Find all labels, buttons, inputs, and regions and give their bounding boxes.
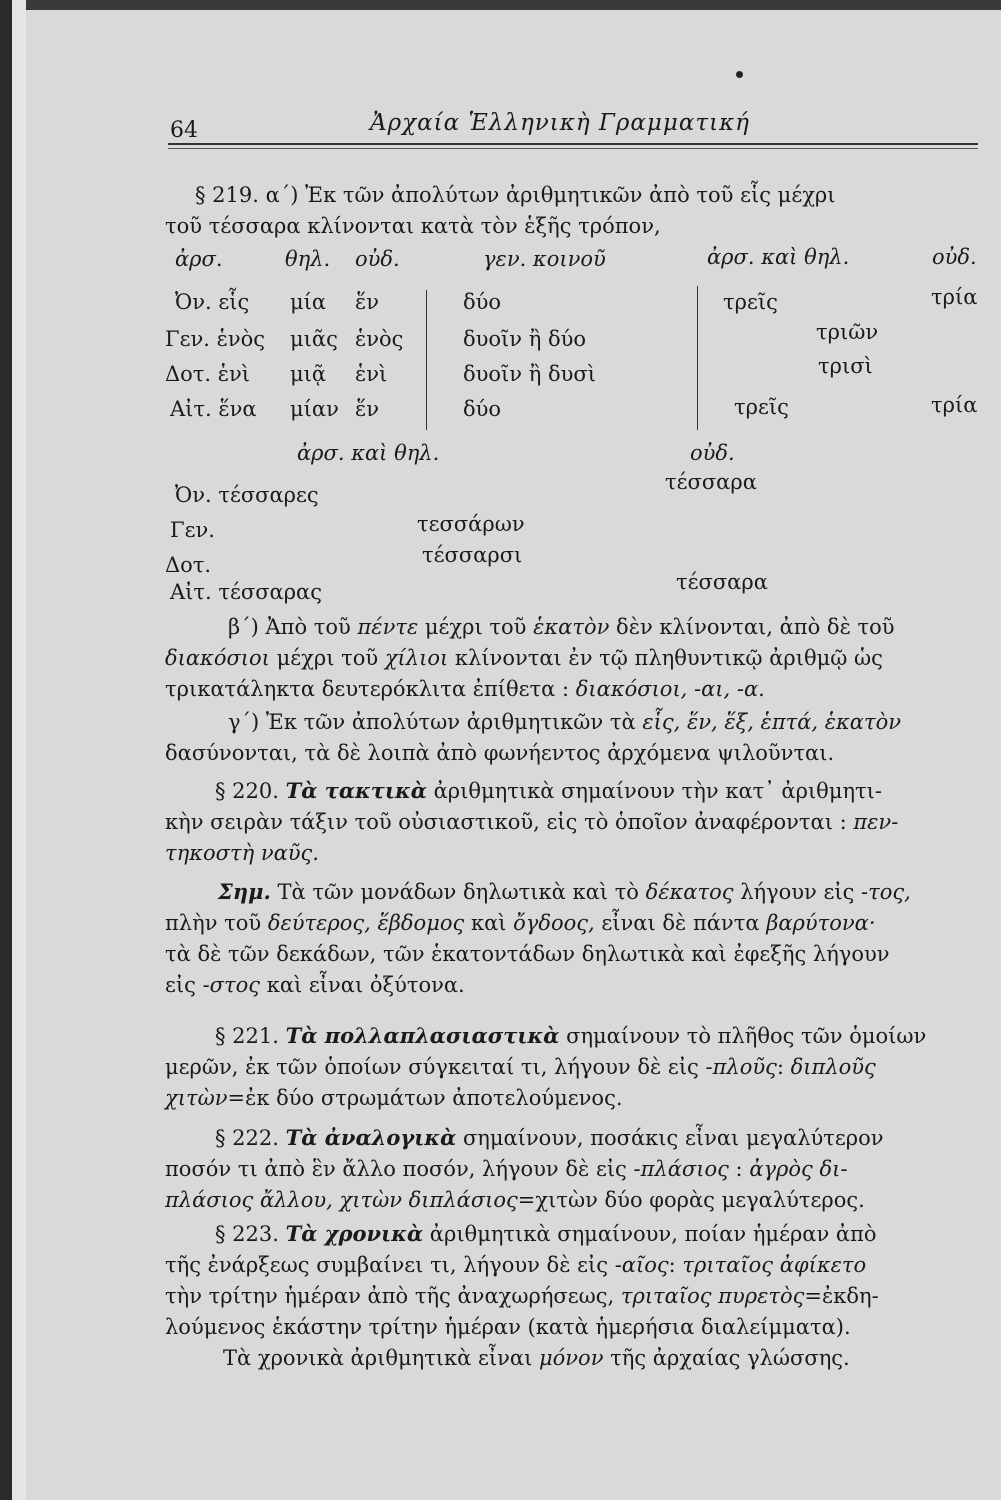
table-cell: τεσσάρων [417, 512, 525, 536]
table-cell: δυοῖν ἢ δυσὶ [463, 362, 596, 386]
italic-run: -τος, [861, 880, 911, 904]
text-line [165, 807, 980, 838]
table-cell: δύο [463, 397, 502, 421]
bold-term: Τὰ χρονικὰ [285, 1221, 424, 1246]
table-cell: τέσσαρα [676, 570, 768, 594]
text-run: μέχρι τοῦ [269, 646, 385, 670]
text-run: καὶ [464, 911, 514, 935]
text-line: § 219. α΄) Ἐκ τῶν ἀπολύτων ἀριθμητικῶν ἀπὸ τοῦ εἷς μέχρι [195, 183, 836, 207]
italic-run: -πλάσιος [633, 1157, 729, 1181]
text-run: Τὰ τῶν μονάδων δηλωτικὰ καὶ τὸ [270, 880, 646, 904]
text-run: καὶ εἶναι ὀξύτονα. [260, 973, 465, 997]
text-line [165, 1218, 980, 1250]
text-run: τῆς ἀρχαίας γλώσσης. [603, 1346, 850, 1370]
section-219-gamma [165, 707, 980, 769]
header-rule-thin [168, 148, 978, 149]
text-run: τρικατάληκτα δευτερόκλιτα ἐπίθετα : [165, 677, 576, 701]
text-line [165, 674, 980, 705]
text-run: : [668, 1253, 683, 1277]
section-222 [165, 1122, 980, 1216]
italic-run: πέντε [357, 615, 419, 639]
text-run: τὴν τρίτην ἡμέραν ἀπὸ τῆς ἀναχωρήσεως, [165, 1284, 621, 1308]
text-run: πλὴν τοῦ [165, 911, 268, 935]
column-divider [426, 290, 427, 430]
text-line [165, 1020, 980, 1052]
italic-run: ὄγδοος, [513, 911, 595, 935]
text-line: τοῦ τέσσαρα κλίνονται κατὰ τὸν ἑξῆς τρόπον, [165, 214, 661, 238]
italic-run: διακόσιοι, -αι, -α. [575, 677, 765, 701]
italic-run: -στος [202, 973, 261, 997]
table-cell: τέσσαρσι [422, 543, 523, 567]
text-line [165, 707, 980, 738]
italic-run: πλάσιος ἄλλου, χιτὼν διπλάσιος [165, 1188, 518, 1212]
text-line [165, 775, 980, 807]
table-head: οὐδ. [355, 247, 400, 271]
table-cell: τριῶν [816, 320, 879, 344]
italic-run: τριταῖος ἀφίκετο [682, 1253, 867, 1277]
text-line: δασύνονται, τὰ δὲ λοιπὰ ἀπὸ φωνήεντος ἀρχόμενα ψιλοῦνται. [165, 741, 835, 765]
text-run: : [776, 1055, 791, 1079]
text-run: : [728, 1157, 750, 1181]
text-line [165, 1052, 980, 1083]
bold-term: Σημ. [218, 879, 271, 904]
table-head: θηλ. [285, 247, 331, 271]
header-rule-thick [168, 143, 978, 145]
bold-term: Τὰ πολλαπλασιαστικὰ [285, 1023, 560, 1048]
italic-run: -αῖος [614, 1253, 669, 1277]
text-run: μερῶν, ἐκ τῶν ὁποίων σύγκειταί τι, λήγουν δὲ εἰς [165, 1055, 706, 1079]
table-cell: δυοῖν ἢ δύο [463, 327, 587, 351]
text-line [165, 1250, 980, 1281]
italic-run: χιτὼν [165, 1086, 228, 1110]
italic-run: πεν- [853, 810, 899, 834]
text-run: =ἐκδη- [804, 1284, 879, 1308]
text-line [165, 1154, 980, 1185]
ink-dot [736, 71, 743, 78]
italic-run: εἷς, ἕν, ἕξ, ἑπτά, ἑκατὸν [642, 710, 902, 734]
table-head: οὐδ. [690, 441, 735, 465]
italic-run: -πλοῦς [705, 1055, 777, 1079]
section-223 [165, 1218, 980, 1374]
text-run: § 223. [215, 1222, 286, 1246]
text-line: τηκοστὴ ναῦς. [165, 841, 319, 865]
text-run: ἀριθμητικὰ σημαίνουν, ποίαν ἡμέραν ἀπὸ [423, 1222, 877, 1246]
text-run: γ΄) Ἐκ τῶν ἀπολύτων ἀριθμητικῶν τὰ [228, 710, 643, 734]
text-run: β΄) Ἀπὸ τοῦ [228, 615, 358, 639]
table-cell: μιᾶς [290, 327, 338, 351]
table-cell: Αἰτ. τέσσαρας [170, 580, 323, 604]
text-run: εἶναι δὲ πάντα [594, 911, 767, 935]
table-cell: τρεῖς [723, 290, 778, 314]
table-head: γεν. κοινοῦ [483, 247, 606, 271]
table-cell: Δοτ. [165, 553, 212, 577]
text-run: κὴν σειρὰν τάξιν τοῦ οὐσιαστικοῦ, εἰς τὸ ὁποῖον ἀναφέρονται : [165, 810, 854, 834]
text-line: λούμενος ἑκάστην τρίτην ἡμέραν (κατὰ ἡμερήσια διαλείμματα). [165, 1315, 851, 1339]
italic-run: ἑκατὸν [533, 615, 610, 639]
text-line [165, 1122, 980, 1154]
bold-term: Τὰ ἀναλογικὰ [285, 1125, 457, 1150]
section-219-beta [165, 612, 980, 705]
scan-edge-margin [12, 0, 26, 1500]
italic-run: διπλοῦς [790, 1055, 876, 1079]
text-run: δὲν κλίνονται, ἀπὸ δὲ τοῦ [609, 615, 895, 639]
table-cell: τέσσαρα [665, 470, 757, 494]
section-219-intro [165, 180, 980, 242]
table-cell: μία [290, 290, 327, 314]
text-line: τὰ δὲ τῶν δεκάδων, τῶν ἑκατοντάδων δηλωτικὰ καὶ ἐφεξῆς λήγουν [165, 942, 890, 966]
text-run: § 222. [215, 1126, 286, 1150]
table-cell: Δοτ. ἑνὶ [165, 362, 251, 386]
italic-run: χίλιοι [384, 646, 449, 670]
table-cell: τρία [931, 393, 978, 417]
table-cell: ἑνὸς [355, 327, 404, 351]
text-line [165, 908, 980, 939]
scan-edge-left [0, 0, 12, 1500]
running-title: Ἀρχαία Ἑλληνικὴ Γραμματική [370, 110, 750, 136]
italic-run: δεύτερος, ἕβδομος [267, 911, 465, 935]
text-line [165, 876, 980, 908]
section-220 [165, 775, 980, 869]
table-cell: Γεν. ἑνὸς [165, 327, 266, 351]
text-run: εἰς [165, 973, 203, 997]
table-cell: Ὀν. τέσσαρες [175, 483, 319, 507]
text-line [165, 1185, 980, 1216]
table-cell: μίαν [290, 397, 339, 421]
text-run: τῆς ἐνάρξεως συμβαίνει τι, λήγουν δὲ εἰς [165, 1253, 615, 1277]
text-run: =χιτὼν δύο φορὰς μεγαλύτερος. [517, 1188, 865, 1212]
scan-edge-top [0, 0, 1001, 10]
italic-run: διακόσιοι [165, 646, 270, 670]
table-cell: μιᾷ [290, 362, 327, 386]
text-run: § 221. [215, 1024, 286, 1048]
italic-run: δέκατος [645, 880, 734, 904]
table-cell: ἑνὶ [355, 362, 388, 386]
text-run: λήγουν εἰς [733, 880, 862, 904]
text-run: Τὰ χρονικὰ ἀριθμητικὰ εἶναι [223, 1346, 539, 1370]
section-220-note [165, 876, 980, 1001]
text-run: σημαίνουν, ποσάκις εἶναι μεγαλύτερον [456, 1126, 884, 1150]
text-line [165, 1281, 980, 1312]
text-run: σημαίνουν τὸ πλῆθος τῶν ὁμοίων [559, 1024, 927, 1048]
italic-run: βαρύτονα· [766, 911, 876, 935]
text-run: μέχρι τοῦ [418, 615, 534, 639]
table-head: ἀρσ. [175, 247, 223, 271]
page-number: 64 [170, 118, 198, 143]
text-run: κλίνονται ἐν τῷ πληθυντικῷ ἀριθμῷ ὡς [448, 646, 883, 670]
italic-run: ἀγρὸς δι- [749, 1157, 848, 1181]
table-cell: Γεν. [170, 518, 215, 542]
italic-run: μόνον [539, 1346, 604, 1370]
text-line [165, 612, 980, 643]
text-line [165, 1083, 980, 1114]
table-cell: Ὀν. εἷς [175, 290, 250, 314]
table-cell: δύο [463, 290, 502, 314]
text-line [165, 1343, 980, 1374]
text-run: § 220. [215, 779, 286, 803]
text-run: ποσόν τι ἀπὸ ἓν ἄλλο ποσόν, λήγουν δὲ εἰς [165, 1157, 634, 1181]
table-cell: Αἰτ. ἕνα [170, 397, 257, 421]
section-221 [165, 1020, 980, 1114]
text-run: =ἐκ δύο στρωμάτων ἀποτελούμενος. [227, 1086, 623, 1110]
text-line [165, 643, 980, 674]
text-line [165, 970, 980, 1001]
table-head: οὐδ. [932, 245, 977, 269]
table-cell: ἕν [355, 290, 380, 314]
table-head: ἀρσ. καὶ θηλ. [297, 441, 440, 465]
bold-term: Τὰ τακτικὰ [285, 778, 427, 803]
table-cell: τρία [931, 285, 978, 309]
table-cell: τρεῖς [734, 395, 789, 419]
italic-run: τριταῖος πυρετὸς [620, 1284, 805, 1308]
table-head: ἀρσ. καὶ θηλ. [707, 245, 850, 269]
text-run: ἀριθμητικὰ σημαίνουν τὴν κατ᾽ ἀριθμητι- [426, 779, 882, 803]
table-cell: ἕν [355, 397, 380, 421]
table-cell: τρισὶ [818, 354, 873, 378]
column-divider [697, 286, 698, 430]
